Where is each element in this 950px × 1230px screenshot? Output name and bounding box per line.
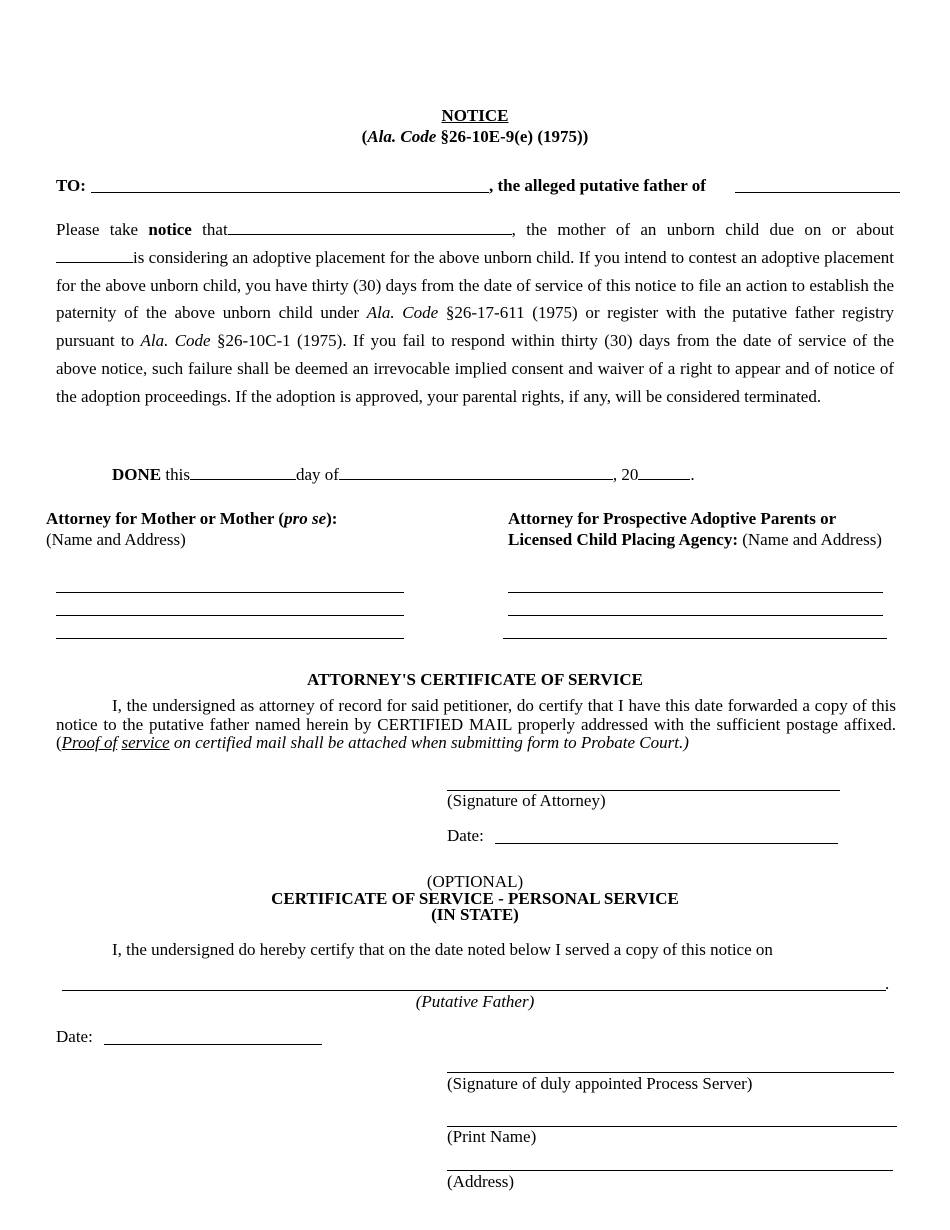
notice-paragraph [56,216,894,411]
notice-text-6: §26-10C-1 (1975). If you fail to respond within thirty (30) days from the date of service of the above notice, such failure shall be deemed an irrevocable implied consent and waiver of a right to appear and of notice of the adoption proceedings. If the adoption is approved, your parental rights, if any, will be considered terminated. [56,331,894,406]
optional-label: (OPTIONAL) [426,872,524,891]
day-blank[interactable] [190,464,296,480]
done-this: this [161,465,190,484]
code-open: ( [361,127,368,146]
attorney-mother-subtitle: (Name and Address) [46,530,186,549]
mother-name-blank[interactable] [228,219,512,235]
address-label: (Address) [447,1172,515,1191]
attorney-mother-line-2[interactable] [56,615,404,616]
process-server-signature-line[interactable] [447,1072,894,1073]
notice-text-4: is considering an adoptive placement for the above unborn child. If you intend to contest an adoptive placement for the above unborn child, you have thirty (30) days from the date of service of this notice to file an action to establish the paternity of the above unborn child under [56,247,894,323]
notice-text-5: §26-17-611 (1975) or register with the putative father registry pursuant to [56,303,894,351]
notice-text-1: Please take [56,220,149,239]
done-label: DONE [112,465,162,484]
personal-service-body: I, the undersigned do hereby certify that on the date noted below I served a copy of this notice on [112,940,773,959]
done-period: . [690,465,695,484]
attorney-certificate-body: I, the undersigned as attorney of record for said petitioner, do certify that I have this date forwarded a copy of this notice to the putative father named herein by CERTIFIED MAIL properly addressed with the sufficient postage affixed. (Proof of service on certified mail shall be attached when submitting form to Probate Court.) [56,696,896,752]
year-blank[interactable] [638,464,690,480]
notice-italic-2: Ala. Code [140,331,211,351]
attorney-date-line[interactable] [495,843,838,844]
month-blank[interactable] [339,464,613,480]
attorney-adoptive-line-3[interactable] [503,638,887,639]
notice-italic-1: Ala. Code [366,303,439,323]
attorney-adoptive-line-1[interactable] [508,592,883,593]
in-state-heading: (IN STATE) [431,905,519,924]
code-rest: §26-10E-9(e) (1975)) [436,127,589,146]
attorney-signature-label: (Signature of Attorney) [447,791,606,810]
address-line[interactable] [447,1170,893,1171]
done-line [112,464,695,485]
personal-date-line[interactable] [104,1044,322,1045]
print-name-label: (Print Name) [447,1127,537,1146]
notice-text-2: that [191,220,228,239]
process-server-signature-label: (Signature of duly appointed Process Server) [447,1074,753,1093]
attorney-mother-line-1[interactable] [56,592,404,593]
attorney-adoptive-block [508,508,898,550]
notice-title: NOTICE [441,106,509,125]
due-date-blank[interactable] [56,247,133,263]
putative-father-line[interactable] [62,990,886,991]
attorney-date-label: Date: [447,826,484,845]
code-citation [0,127,950,147]
personal-date-label: Date: [56,1027,93,1046]
putative-father-label: (Putative Father) [415,992,535,1011]
code-italic: Ala. Code [367,127,437,146]
attorney-adoptive-subtitle: (Name and Address) [737,530,882,549]
to-label: TO: [56,176,86,195]
attorney-adoptive-line-2[interactable] [508,615,883,616]
attorney-certificate-heading: ATTORNEY'S CERTIFICATE OF SERVICE [307,670,643,689]
day-of-label: day of [295,465,339,484]
personal-service-heading: CERTIFICATE OF SERVICE - PERSONAL SERVICE [271,889,679,908]
putative-father-period: . [885,974,890,993]
notice-bold: notice [148,220,192,239]
child-name-line[interactable] [735,192,900,193]
attorney-mother-title: Attorney for Mother or Mother (pro se): [46,509,338,528]
notice-text-3: , the mother of an unborn child due on or about [511,220,894,239]
putative-father-text: , the alleged putative father of [489,176,706,195]
attorney-mother-line-3[interactable] [56,638,404,639]
attorney-mother-block [46,508,466,550]
to-name-line[interactable] [91,192,489,193]
year-prefix: , 20 [612,465,639,484]
attorney-adoptive-title: Attorney for Prospective Adoptive Parents or Licensed Child Placing Agency: [508,509,836,549]
